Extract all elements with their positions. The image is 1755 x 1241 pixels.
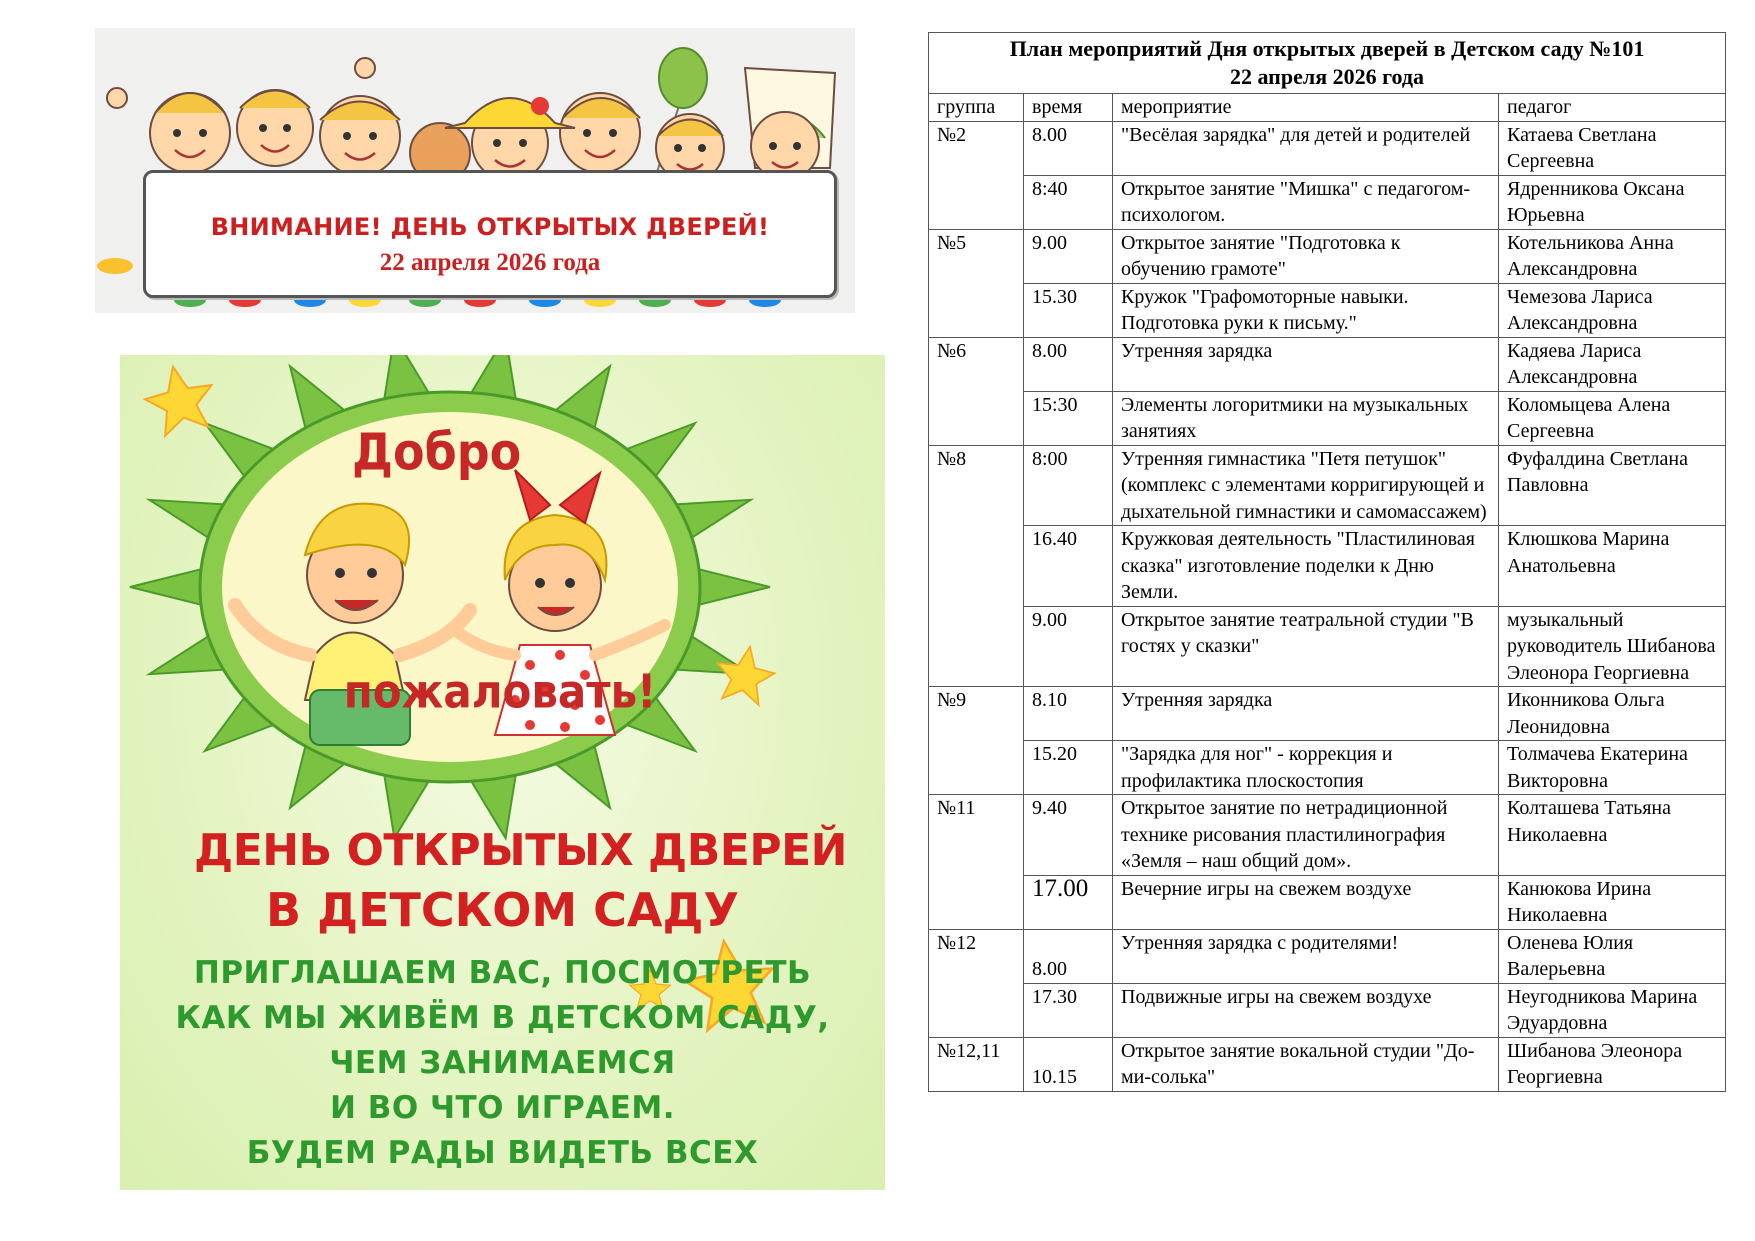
poster-heading-line-1: ДЕНЬ ОТКРЫТЫХ ДВЕРЕЙ [194,825,847,876]
header-teacher: педагог [1499,94,1726,122]
group-cell: №11 [929,795,1024,930]
teacher-cell: Шибанова Элеонора Георгиевна [1499,1037,1726,1091]
poster-invite-line: ПРИГЛАШАЕМ ВАС, ПОСМОТРЕТЬ [193,955,812,991]
schedule-title-line-1: План мероприятий Дня открытых дверей в Детском саду №101 [1009,36,1645,61]
poster-invite-line: И ВО ЧТО ИГРАЕМ. [329,1090,676,1126]
table-row [929,526,1726,607]
banner-date: 22 апреля 2026 года [379,249,601,276]
table-row [929,283,1726,337]
teacher-cell: Клюшкова Марина Анатольевна [1499,526,1726,607]
header-group: группа [929,94,1024,122]
table-row [929,337,1726,391]
poster-invite-line: БУДЕМ РАДЫ ВИДЕТЬ ВСЕХ [246,1135,759,1171]
open-day-banner [95,28,855,313]
poster-invite-line: ЧЕМ ЗАНИМАЕМСЯ [329,1045,676,1081]
time-cell: 10.15 [1024,1037,1113,1091]
group-cell: №9 [929,687,1024,795]
event-cell: Открытое занятие "Подготовка к обучению грамоте" [1113,229,1499,283]
teacher-cell: Ядренникова Оксана Юрьевна [1499,175,1726,229]
time-cell: 8.00 [1024,121,1113,175]
event-cell: Элементы логоритмики на музыкальных занятиях [1113,391,1499,445]
table-row [929,175,1726,229]
group-cell: №5 [929,229,1024,337]
table-row [929,741,1726,795]
event-cell: Подвижные игры на свежем воздухе [1113,983,1499,1037]
welcome-text-line-2: пожаловать! [343,664,657,719]
banner-sign [143,170,837,298]
schedule-title-row [929,33,1726,94]
table-row [929,229,1726,283]
time-cell: 9.00 [1024,229,1113,283]
event-cell: Кружок "Графомоторные навыки. Подготовка руки к письму." [1113,283,1499,337]
teacher-cell: Коломыцева Алена Сергеевна [1499,391,1726,445]
table-row [929,795,1726,876]
teacher-cell: Канюкова Ирина Николаевна [1499,875,1726,929]
schedule-title [929,33,1726,94]
table-row [929,121,1726,175]
event-cell: Открытое занятие "Мишка" с педагогом-психологом. [1113,175,1499,229]
schedule-table [928,32,1726,1092]
teacher-cell: Фуфалдина Светлана Павловна [1499,445,1726,526]
event-cell: "Зарядка для ног" - коррекция и профилактика плоскостопия [1113,741,1499,795]
table-row [929,929,1726,983]
time-cell: 15.30 [1024,283,1113,337]
welcome-text-line-1: Добро [352,422,522,482]
schedule-title-line-2: 22 апреля 2026 года [1229,64,1425,89]
table-row [929,445,1726,526]
table-row [929,391,1726,445]
time-cell: 17.30 [1024,983,1113,1037]
event-cell: Утренняя гимнастика "Петя петушок" (комплекс с элементами корригирующей и дыхательной гимнастики и самомассажем) [1113,445,1499,526]
teacher-cell: Чемезова Лариса Александровна [1499,283,1726,337]
table-row [929,687,1726,741]
time-cell: 8.10 [1024,687,1113,741]
event-cell: Утренняя зарядка [1113,687,1499,741]
table-row [929,606,1726,687]
time-cell: 9.40 [1024,795,1113,876]
time-cell: 9.00 [1024,606,1113,687]
poster-heading-line-2: В ДЕТСКОМ САДУ [266,883,739,937]
table-row [929,1037,1726,1091]
group-cell: №12 [929,929,1024,1037]
welcome-poster [120,355,885,1190]
time-cell: 8:00 [1024,445,1113,526]
event-cell: Открытое занятие театральной студии "В гостях у сказки" [1113,606,1499,687]
group-cell: №6 [929,337,1024,445]
group-cell: №2 [929,121,1024,229]
poster-invite-line: КАК МЫ ЖИВЁМ В ДЕТСКОМ САДУ, [175,1000,830,1036]
time-cell: 8:40 [1024,175,1113,229]
teacher-cell: музыкальный руководитель Шибанова Элеонора Георгиевна [1499,606,1726,687]
event-cell: Открытое занятие вокальной студии "До-ми-солька" [1113,1037,1499,1091]
time-cell: 8.00 [1024,929,1113,983]
teacher-cell: Толмачева Екатерина Викторовна [1499,741,1726,795]
event-cell: Вечерние игры на свежем воздухе [1113,875,1499,929]
schedule-header-row [929,94,1726,122]
group-cell: №8 [929,445,1024,687]
header-time: время [1024,94,1113,122]
teacher-cell: Кадяева Лариса Александровна [1499,337,1726,391]
teacher-cell: Колташева Татьяна Николаевна [1499,795,1726,876]
group-cell: №12,11 [929,1037,1024,1091]
time-cell: 15:30 [1024,391,1113,445]
time-cell: 15.20 [1024,741,1113,795]
teacher-cell: Катаева Светлана Сергеевна [1499,121,1726,175]
banner-title: ВНИМАНИЕ! ДЕНЬ ОТКРЫТЫХ ДВЕРЕЙ! [210,213,770,241]
time-cell: 16.40 [1024,526,1113,607]
event-cell: Открытое занятие по нетрадиционной технике рисования пластилинография «Земля – наш общий дом». [1113,795,1499,876]
time-cell: 8.00 [1024,337,1113,391]
event-cell: Утренняя зарядка с родителями! [1113,929,1499,983]
teacher-cell: Иконникова Ольга Леонидовна [1499,687,1726,741]
time-cell: 17.00 [1024,875,1113,929]
teacher-cell: Оленева Юлия Валерьевна [1499,929,1726,983]
header-event: мероприятие [1113,94,1499,122]
event-cell: Кружковая деятельность "Пластилиновая сказка" изготовление поделки к Дню Земли. [1113,526,1499,607]
teacher-cell: Котельникова Анна Александровна [1499,229,1726,283]
teacher-cell: Неугодникова Марина Эдуардовна [1499,983,1726,1037]
event-cell: Утренняя зарядка [1113,337,1499,391]
table-row [929,875,1726,929]
table-row [929,983,1726,1037]
event-cell: "Весёлая зарядка" для детей и родителей [1113,121,1499,175]
